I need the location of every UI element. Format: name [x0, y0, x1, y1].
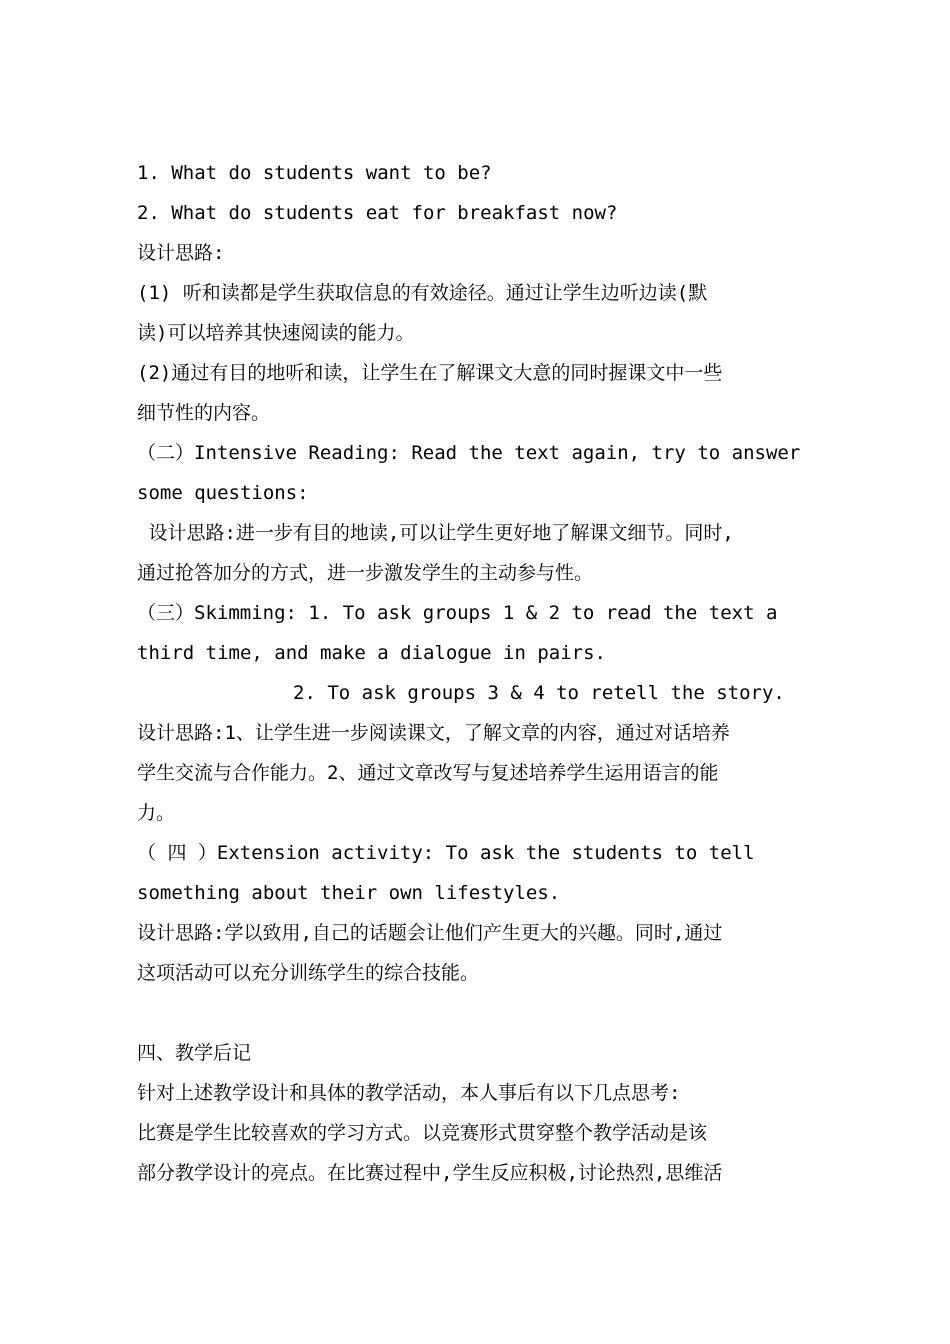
paragraph-line: 学生交流与合作能力。2、通过文章改写与复述培养学生运用语言的能	[137, 762, 719, 784]
question-1: 1. What do students want to be?	[137, 162, 492, 184]
paragraph-line: 部分教学设计的亮点。在比赛过程中,学生反应积极,讨论热烈,思维活	[137, 1162, 723, 1184]
paragraph-line: third time, and make a dialogue in pairs.	[137, 642, 606, 664]
paragraph-line: 通过抢答加分的方式，进一步激发学生的主动参与性。	[137, 562, 594, 584]
paragraph-line: 比赛是学生比较喜欢的学习方式。以竞赛形式贯穿整个教学活动是该	[137, 1122, 708, 1144]
paragraph-line: 读)可以培养其快速阅读的能力。	[137, 322, 415, 344]
design-idea-line: 设计思路:1、让学生进一步阅读课文，了解文章的内容，通过对话培养	[137, 722, 730, 744]
section-extension-activity: （ 四 ）Extension activity: To ask the students to tell	[137, 842, 755, 864]
paragraph-line: (2)通过有目的地听和读，让学生在了解课文大意的同时握课文中一些	[137, 362, 723, 384]
section-heading-teaching-postscript: 四、教学后记	[137, 1042, 252, 1064]
section-skimming: （三）Skimming: 1. To ask groups 1 & 2 to read the text a	[137, 602, 778, 624]
design-idea-line: 设计思路:学以致用,自己的话题会让他们产生更大的兴趣。同时,通过	[137, 922, 723, 944]
paragraph-line: (1) 听和读都是学生获取信息的有效途径。通过让学生边听边读(默	[137, 282, 708, 304]
blank-line	[137, 993, 817, 1033]
paragraph-line: 细节性的内容。	[137, 402, 271, 424]
question-2: 2. What do students eat for breakfast now?	[137, 202, 618, 224]
paragraph-line: 针对上述教学设计和具体的教学活动，本人事后有以下几点思考:	[137, 1082, 681, 1104]
design-idea-line: 设计思路:进一步有目的地读,可以让学生更好地了解课文细节。同时,	[137, 522, 734, 544]
paragraph-line: 这项活动可以充分训练学生的综合技能。	[137, 962, 480, 984]
paragraph-line: something about their own lifestyles.	[137, 882, 561, 904]
design-idea-heading: 设计思路:	[137, 242, 225, 264]
skimming-item-2: 2. To ask groups 3 & 4 to retell the story.	[293, 682, 785, 704]
paragraph-line: 力。	[137, 802, 176, 824]
document-body	[137, 153, 817, 1193]
paragraph-line: some questions:	[137, 482, 309, 504]
section-intensive-reading: （二）Intensive Reading: Read the text again, try to answer	[137, 442, 801, 464]
